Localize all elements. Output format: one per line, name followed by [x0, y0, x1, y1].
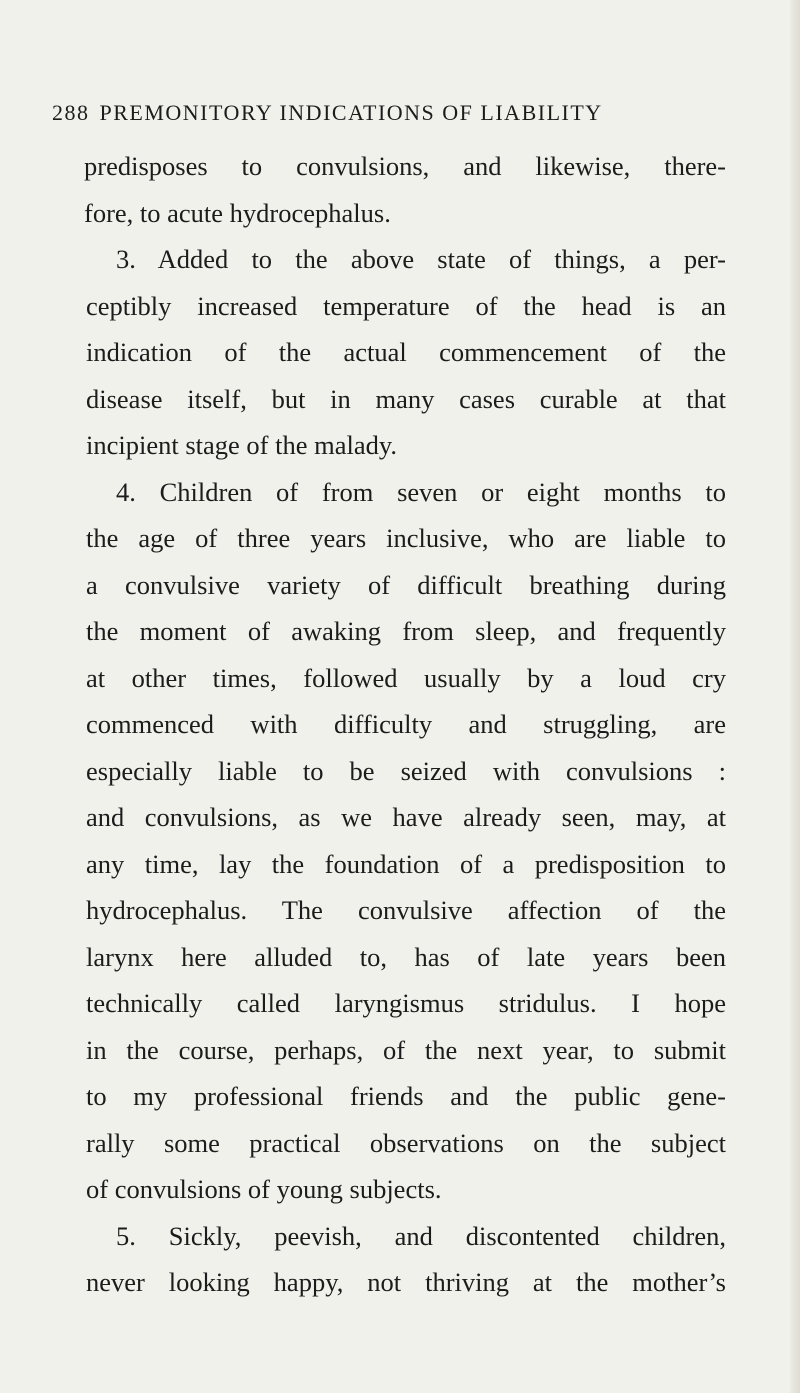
text-line: the age of three years inclusive, who are liable to — [86, 523, 726, 553]
text-line: hydrocephalus. The convulsive affection of the — [86, 895, 726, 925]
text-line: indication of the actual commencement of the — [86, 337, 726, 367]
page-number: 288 — [52, 100, 90, 125]
text-line: fore, to acute hydrocephalus. — [84, 197, 391, 228]
text-line: and convulsions, as we have already seen, may, at — [86, 802, 726, 832]
text-line: in the course, perhaps, of the next year, to submit — [86, 1034, 726, 1065]
text-line: at other times, followed usually by a loud cry — [86, 662, 726, 693]
text-line: disease itself, but in many cases curable at that — [86, 383, 726, 414]
text-line: the moment of awaking from sleep, and frequently — [86, 616, 726, 646]
text-line: rally some practical observations on the subject — [86, 1127, 726, 1158]
text-line: especially liable to be seized with convulsions : — [86, 755, 726, 786]
text-line: technically called laryngismus stridulus. I hope — [86, 988, 726, 1018]
text-line: predisposes to convulsions, and likewise, there- — [84, 151, 726, 181]
text-line: larynx here alluded to, has of late years been — [86, 941, 726, 972]
text-line: 3. Added to the above state of things, a per- — [116, 244, 726, 274]
running-header — [52, 100, 752, 126]
text-line: commenced with difficulty and struggling, are — [86, 709, 726, 739]
text-line: incipient stage of the malady. — [86, 430, 398, 460]
text-line: 4. Children of from seven or eight months to — [116, 476, 726, 507]
text-line: to my professional friends and the public gene- — [86, 1081, 726, 1111]
text-line: any time, lay the foundation of a predisposition to — [86, 848, 726, 879]
text-line: ceptibly increased temperature of the head is an — [86, 290, 726, 321]
body-text — [86, 143, 726, 1306]
text-line: of convulsions of young subjects. — [86, 1174, 442, 1204]
text-line: never looking happy, not thriving at the mother’s — [86, 1267, 726, 1297]
text-line: 5. Sickly, peevish, and discontented children, — [116, 1220, 726, 1251]
text-line: a convulsive variety of difficult breathing during — [86, 569, 726, 600]
running-title: PREMONITORY INDICATIONS OF LIABILITY — [99, 100, 603, 125]
page-edge-shadow — [790, 0, 800, 1393]
